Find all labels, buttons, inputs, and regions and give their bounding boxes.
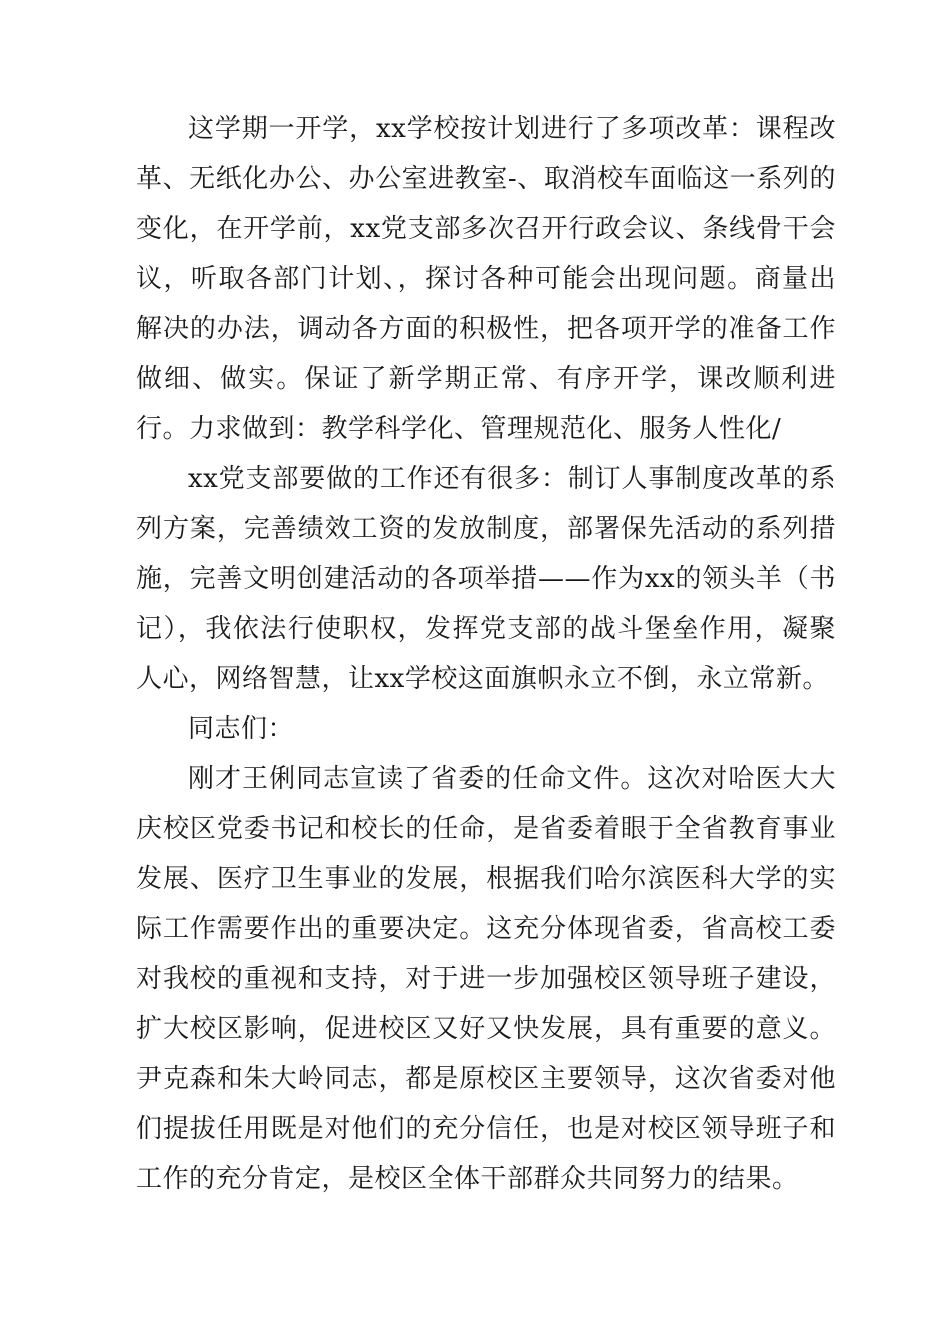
paragraph-greeting: 同志们： xyxy=(188,714,295,744)
paragraph-reform: 这学期一开学，xx学校按计划进行了多项改革：课程改革、无纸化办公、办公室进教室-、取消校车面临这一系列的变化，在开学前，xx党支部多次召开行政会议、条线骨干会议，听取各部门计划、，探讨各种可能会出现问题。商量出解决的办法，调动各方面的积极性，把各项开学的准备工作做细、做实。保证了新学期正常、有序开学，课改顺利进行。力求做到：教学科学化、管理规范化、服务人性化/ xyxy=(136,114,836,444)
paragraph-party-work: xx党支部要做的工作还有很多：制订人事制度改革的系列方案，完善绩效工资的发放制度，部署保先活动的系列措施，完善文明创建活动的各项举措——作为xx的领头羊（书记），我依法行使职权，发挥党支部的战斗堡垒作用，凝聚人心，网络智慧，让xx学校这面旗帜永立不倒，永立常新。 xyxy=(136,464,836,694)
document-body xyxy=(136,104,836,1204)
paragraph-appointment: 刚才王俐同志宣读了省委的任命文件。这次对哈医大大庆校区党委书记和校长的任命，是省委着眼于全省教育事业发展、医疗卫生事业的发展，根据我们哈尔滨医科大学的实际工作需要作出的重要决定。这充分体现省委，省高校工委对我校的重视和支持，对于进一步加强校区领导班子建设，扩大校区影响，促进校区又好又快发展，具有重要的意义。尹克森和朱大岭同志，都是原校区主要领导，这次省委对他们提拔任用既是对他们的充分信任，也是对校区领导班子和工作的充分肯定，是校区全体干部群众共同努力的结果。 xyxy=(136,764,836,1194)
